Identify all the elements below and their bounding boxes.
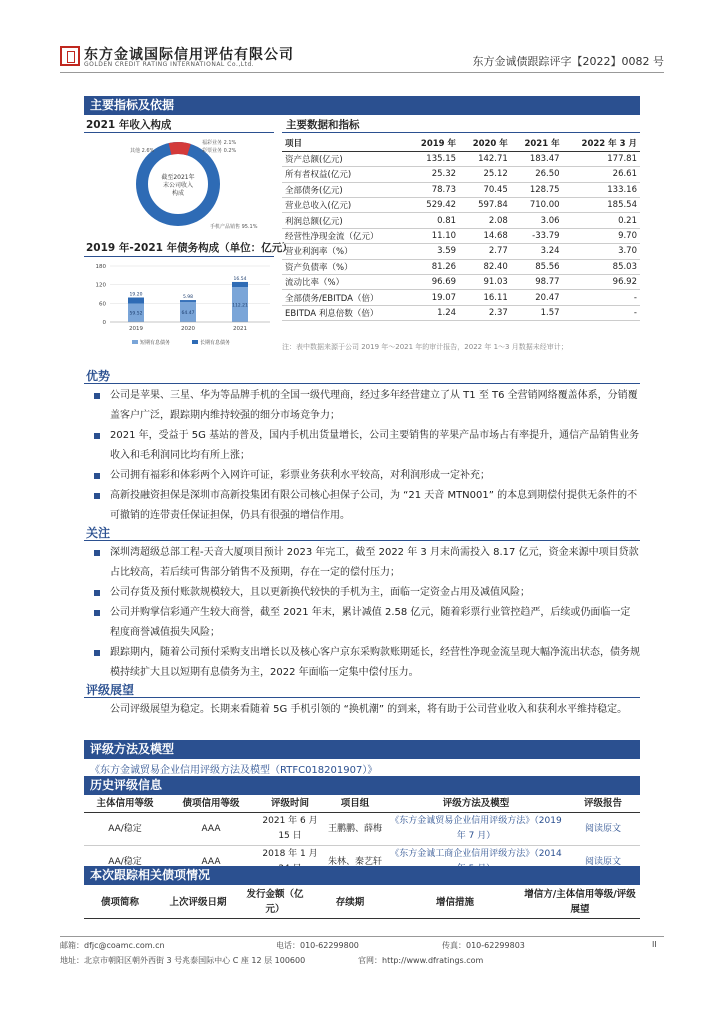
legend-label-long: 长期有息债务 <box>200 340 231 346</box>
concerns-list <box>92 543 640 683</box>
concerns-title: 关注 <box>86 526 111 540</box>
table-row: 营业总收入(亿元) 529.42 597.84 710.00 185.54 <box>282 198 640 213</box>
list-item: 高新投融资担保是深圳市高新投集团有限公司核心担保子公司，为 “21 天音 MTN001” 的本息到期偿付提供无条件的不可撤销的连带责任保证担保，仍具有很强的增信作用。 <box>92 486 640 526</box>
pie-slice-welfare <box>170 148 178 149</box>
footer-email: 邮箱：dfjc@coamc.com.cn <box>60 941 165 950</box>
method-link[interactable]: 《东方金诚贸易企业信用评级方法》（2019 年 7 月） <box>386 813 566 846</box>
method-link[interactable]: 《东方金诚工商企业信用评级方法》（2014 <box>386 846 566 879</box>
table-row: 流动比率（%） 96.69 91.03 98.77 96.92 <box>282 275 640 290</box>
advantages-list <box>92 386 640 526</box>
page-number: II <box>652 940 657 949</box>
y-tick-label: 120 <box>95 282 106 289</box>
key-indicators-table <box>282 136 640 321</box>
table-row: 资产负债率（%） 81.26 82.40 85.56 85.03 <box>282 259 640 274</box>
bar-label-long: 5.98 <box>182 295 194 301</box>
pie-label-welfare: 福彩业务 2.1% <box>202 140 237 146</box>
table-row: 利润总额(亿元) 0.81 2.08 3.06 0.21 <box>282 213 640 228</box>
debt-bar-chart <box>84 258 276 354</box>
x-tick-label: 2020 <box>181 326 195 332</box>
read-original-link[interactable]: 阅读原文 <box>566 813 640 846</box>
legend-swatch-short <box>132 340 138 344</box>
read-original-link[interactable]: 阅读原文 <box>566 846 640 879</box>
debt-title: 2019 年-2021 年债务构成（单位：亿元） <box>86 242 293 254</box>
bar-label-short: 112.21 <box>232 303 248 309</box>
bar-long-term <box>128 298 144 304</box>
list-item: 公司存货及预付账款规模较大，且以更新换代较快的手机为主，面临一定资金占用及减值风险； <box>92 583 640 603</box>
pie-label-lottery: 彩票业务 0.2% <box>202 148 237 154</box>
table-header-row: 项目 2019 年 2020 年 2021 年 2022 年 3 月 <box>282 136 640 151</box>
table-row: AA/稳定 AAA 2021 年 6 月 15 日 王鹏鹏、薛梅 《东方金诚贸易企业信用评级方法》（2019 年 7 月） 阅读原文 <box>84 813 640 846</box>
x-tick-label: 2021 <box>233 326 247 332</box>
document-number: 东方金诚债跟踪评字【2022】0082 号 <box>472 55 664 68</box>
table-note: 注：表中数据来源于公司 2019 年～2021 年的审计报告，2022 年 1～3 月数据未经审计； <box>282 343 568 351</box>
section-bar-history: 历史评级信息 <box>84 776 640 795</box>
section-bar-method: 评级方法及模型 <box>84 740 640 759</box>
legend-label-short: 短期有息债务 <box>140 340 171 346</box>
section-bar-indicators: 主要指标及依据 <box>84 96 640 115</box>
table-row: AA/稳定 AAA 2018 年 1 月 朱林、秦艺轩 《东方金诚工商企业信用评级方法》（2014 阅读原文 <box>84 846 640 879</box>
table-row: 资产总额(亿元) 135.15 142.71 183.47 177.81 <box>282 151 640 166</box>
table-row: EBITDA 利息倍数（倍） 1.24 2.37 1.57 - <box>282 305 640 320</box>
footer-tel: 电话：010-62299800 <box>276 941 359 950</box>
table-row: 全部债务(亿元) 78.73 70.45 128.75 133.16 <box>282 182 640 197</box>
list-item: 深圳湾超级总部工程-天音大厦项目预计 2023 年完工，截至 2022 年 3 月末尚需投入 8.17 亿元，资金来源中项目贷款占比较高，若后续可售部分销售不及预期，存在一定的偿付压力； <box>92 543 640 583</box>
pie-label-phones: 手机产品销售 95.1% <box>210 224 258 230</box>
company-logo <box>60 46 80 66</box>
table-row: 经营性净现金流（亿元） 11.10 14.68 -33.79 9.70 <box>282 228 640 243</box>
pie-label-other: 其他 2.6% <box>130 148 155 154</box>
company-name-en: GOLDEN CREDIT RATING INTERNATIONAL Co.,Ltd. <box>84 61 255 68</box>
bar-label-long: 16.54 <box>233 276 247 282</box>
company-name: 东方金诚国际信用评估有限公司 <box>84 47 294 63</box>
table-title: 主要数据和指标 <box>286 119 360 131</box>
bar-label-short: 64.47 <box>181 310 195 316</box>
y-tick-label: 180 <box>95 264 106 270</box>
section-bar-tracking: 本次跟踪相关债项情况 <box>84 866 640 885</box>
bar-long-term <box>180 300 196 302</box>
list-item: 公司并购掌信彩通产生较大商誉，截至 2021 年末，累计减值 2.58 亿元，随着彩票行业管控趋严，后续或仍面临一定程度商誉减值损失风险； <box>92 603 640 643</box>
list-item: 公司拥有福彩和体彩两个入网许可证，彩票业务获利水平较高，对利润形成一定补充； <box>92 466 640 486</box>
outlook-text: 公司评级展望为稳定。长期来看随着 5G 手机引领的 “换机潮” 的到来，将有助于公司营业收入和获利水平维持稳定。 <box>110 704 628 715</box>
y-tick-label: 0 <box>102 320 106 326</box>
x-tick-label: 2019 <box>129 326 143 332</box>
bar-label-short: 59.52 <box>129 311 143 317</box>
svg-text:末公司收入: 末公司收入 <box>162 182 194 189</box>
revenue-title: 2021 年收入构成 <box>86 119 172 131</box>
svg-text:构成: 构成 <box>171 190 185 197</box>
y-tick-label: 60 <box>99 301 106 308</box>
history-header-row: 主体信用等级 债项信用等级 评级时间 项目组 评级方法及模型 评级报告 <box>84 795 640 813</box>
advantages-title: 优势 <box>86 369 111 383</box>
pie-center-label: 截至2021年 <box>161 174 195 181</box>
list-item: 跟踪期内，随着公司预付采购支出增长以及核心客户京东采购款账期延长，经营性净现金流呈现大幅净流出状态，债务规模持续扩大且以短期有息债务为主，2022 年面临一定集中偿付压力。 <box>92 643 640 683</box>
footer-fax: 传真：010-62299803 <box>442 941 525 950</box>
list-item: 公司是苹果、三星、华为等品牌手机的全国一级代理商，经过多年经营建立了从 T1 至 T6 全营销网络覆盖体系，分销覆盖客户广泛，跟踪期内维持较强的细分市场竞争力； <box>92 386 640 426</box>
tracking-header-row: 债项简称 上次评级日期 发行金额（亿元） 存续期 增信措施 增信方/主体信用等级/评级展望 <box>84 886 640 919</box>
tracking-table <box>84 886 640 919</box>
outlook-title: 评级展望 <box>86 683 135 697</box>
revenue-pie <box>90 134 270 234</box>
bar-label-long: 19.20 <box>129 292 143 298</box>
table-row: 所有者权益(亿元) 25.32 25.12 26.50 26.61 <box>282 167 640 182</box>
footer-address: 地址：北京市朝阳区朝外西街 3 号兆泰国际中心 C 座 12 层 100600 <box>60 956 306 965</box>
table-row: 全部债务/EBITDA（倍） 19.07 16.11 20.47 - <box>282 290 640 305</box>
header-divider <box>60 72 664 73</box>
bar-long-term <box>232 282 248 287</box>
list-item: 2021 年，受益于 5G 基站的普及，国内手机出货量增长，公司主要销售的苹果产品市场占有率提升，通信产品销售业务收入和毛利润同比均有所上涨； <box>92 426 640 466</box>
pie-slice-other <box>178 148 189 150</box>
legend-swatch-long <box>192 340 198 344</box>
method-link[interactable]: 《东方金诚贸易企业信用评级方法及模型（RTFC018201907）》 <box>90 765 378 776</box>
footer-website[interactable]: 官网：http://www.dfratings.com <box>358 956 484 965</box>
table-row: 营业利润率（%） 3.59 2.77 3.24 3.70 <box>282 244 640 259</box>
